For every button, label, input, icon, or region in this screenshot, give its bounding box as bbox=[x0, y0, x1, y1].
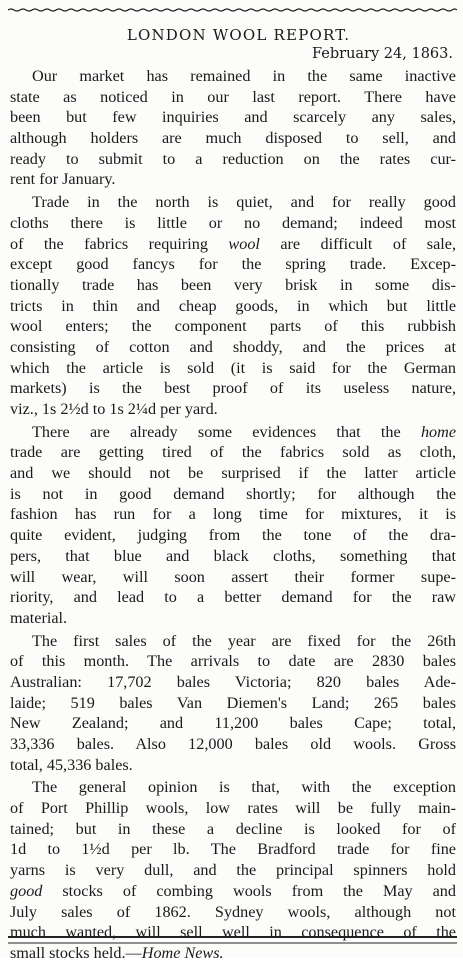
text-line: tained; but in these a decline is looked for of bbox=[10, 819, 456, 838]
text-line: total, 45,336 bales. bbox=[10, 755, 133, 774]
text-line: consisting of cotton and shoddy, and the prices at bbox=[10, 337, 456, 356]
text-line: and we should not be surprised if the latter article bbox=[10, 464, 456, 483]
text-line: The first sales of the year are fixed for the 26th bbox=[32, 631, 456, 650]
text-line: viz., 1s 2½d to 1s 2¼d per yard. bbox=[10, 400, 218, 418]
text-line: state as noticed in our last report. There have bbox=[10, 87, 456, 106]
top-wavy-rule bbox=[8, 8, 457, 12]
text-line: The general opinion is that, with the exception bbox=[32, 778, 456, 797]
text-line: quite evident, judging from the tone of the dra- bbox=[10, 526, 456, 545]
text-line: fashion has run for a long time for mixtures, it is bbox=[10, 505, 456, 524]
text-line: good stocks of combing wools from the May and bbox=[10, 881, 456, 900]
text-line: of Port Phillip wools, low rates will be fully main- bbox=[10, 799, 456, 818]
text-line: of this month. The arrivals to date are 2830 bales bbox=[10, 652, 456, 671]
text-line: markets) is the best proof of its useless nature, bbox=[10, 379, 456, 398]
text-line: except good fancys for the spring trade. Excep- bbox=[10, 255, 456, 274]
text-line: yarns is very dull, and the principal spinners hold bbox=[10, 861, 456, 880]
article-paragraph bbox=[10, 192, 456, 420]
text-line: although holders are much disposed to sell, and bbox=[10, 129, 456, 148]
article-body bbox=[10, 66, 456, 966]
text-line: rent for January. bbox=[10, 170, 116, 189]
article-paragraph bbox=[10, 66, 456, 190]
text-line: tricts in thin and cheap goods, in which but little bbox=[10, 296, 456, 315]
text-line: July sales of 1862. Sydney wools, although not bbox=[10, 902, 456, 921]
text-line: which the article is sold (it is said for the German bbox=[10, 358, 456, 377]
text-line: of the fabrics requiring wool are difficult of sale, bbox=[10, 234, 456, 253]
text-line: small stocks held.—Home News. bbox=[10, 943, 224, 962]
text-line: is not in good demand shortly; for although the bbox=[10, 484, 456, 503]
text-line: 1d to 1½d per lb. The Bradford trade for fine bbox=[10, 840, 456, 859]
text-line: 33,336 bales. Also 12,000 bales old wools. Gross bbox=[10, 735, 456, 753]
text-line: riority, and lead to a better demand for the raw bbox=[10, 588, 456, 607]
text-line: Our market has remained in the same inactive bbox=[32, 67, 456, 85]
text-line: New Zealand; and 11,200 bales Cape; total, bbox=[10, 714, 456, 733]
article-date: February 24, 1863. bbox=[312, 46, 453, 62]
article-paragraph bbox=[10, 631, 456, 776]
bottom-double-rule bbox=[8, 935, 457, 947]
text-line: ready to submit to a reduction on the rates cur- bbox=[10, 149, 456, 168]
text-line: much wanted, will sell well in consequence of the bbox=[10, 923, 456, 942]
text-line: Australian: 17,702 bales Victoria; 820 bales Ade- bbox=[10, 672, 456, 691]
text-line: tionally trade has been very brisk in some dis- bbox=[10, 275, 456, 294]
text-line: material. bbox=[10, 608, 68, 627]
text-line: will wear, will soon assert their former supe- bbox=[10, 567, 456, 586]
text-line: laide; 519 bales Van Diemen's Land; 265 bales bbox=[10, 693, 456, 712]
text-line: Trade in the north is quiet, and for really good bbox=[32, 193, 456, 212]
text-line: wool enters; the component parts of this rubbish bbox=[10, 317, 456, 336]
article-title: LONDON WOOL REPORT. bbox=[126, 26, 351, 44]
text-line: trade are getting tired of the fabrics sold as cloth, bbox=[10, 443, 456, 462]
text-line: There are already some evidences that the home bbox=[32, 422, 456, 441]
text-line: been but few inquiries and scarcely any sales, bbox=[10, 108, 456, 127]
text-line: cloths there is little or no demand; indeed most bbox=[10, 213, 456, 232]
article-paragraph bbox=[10, 422, 456, 629]
text-line: pers, that blue and black cloths, something that bbox=[10, 546, 456, 565]
